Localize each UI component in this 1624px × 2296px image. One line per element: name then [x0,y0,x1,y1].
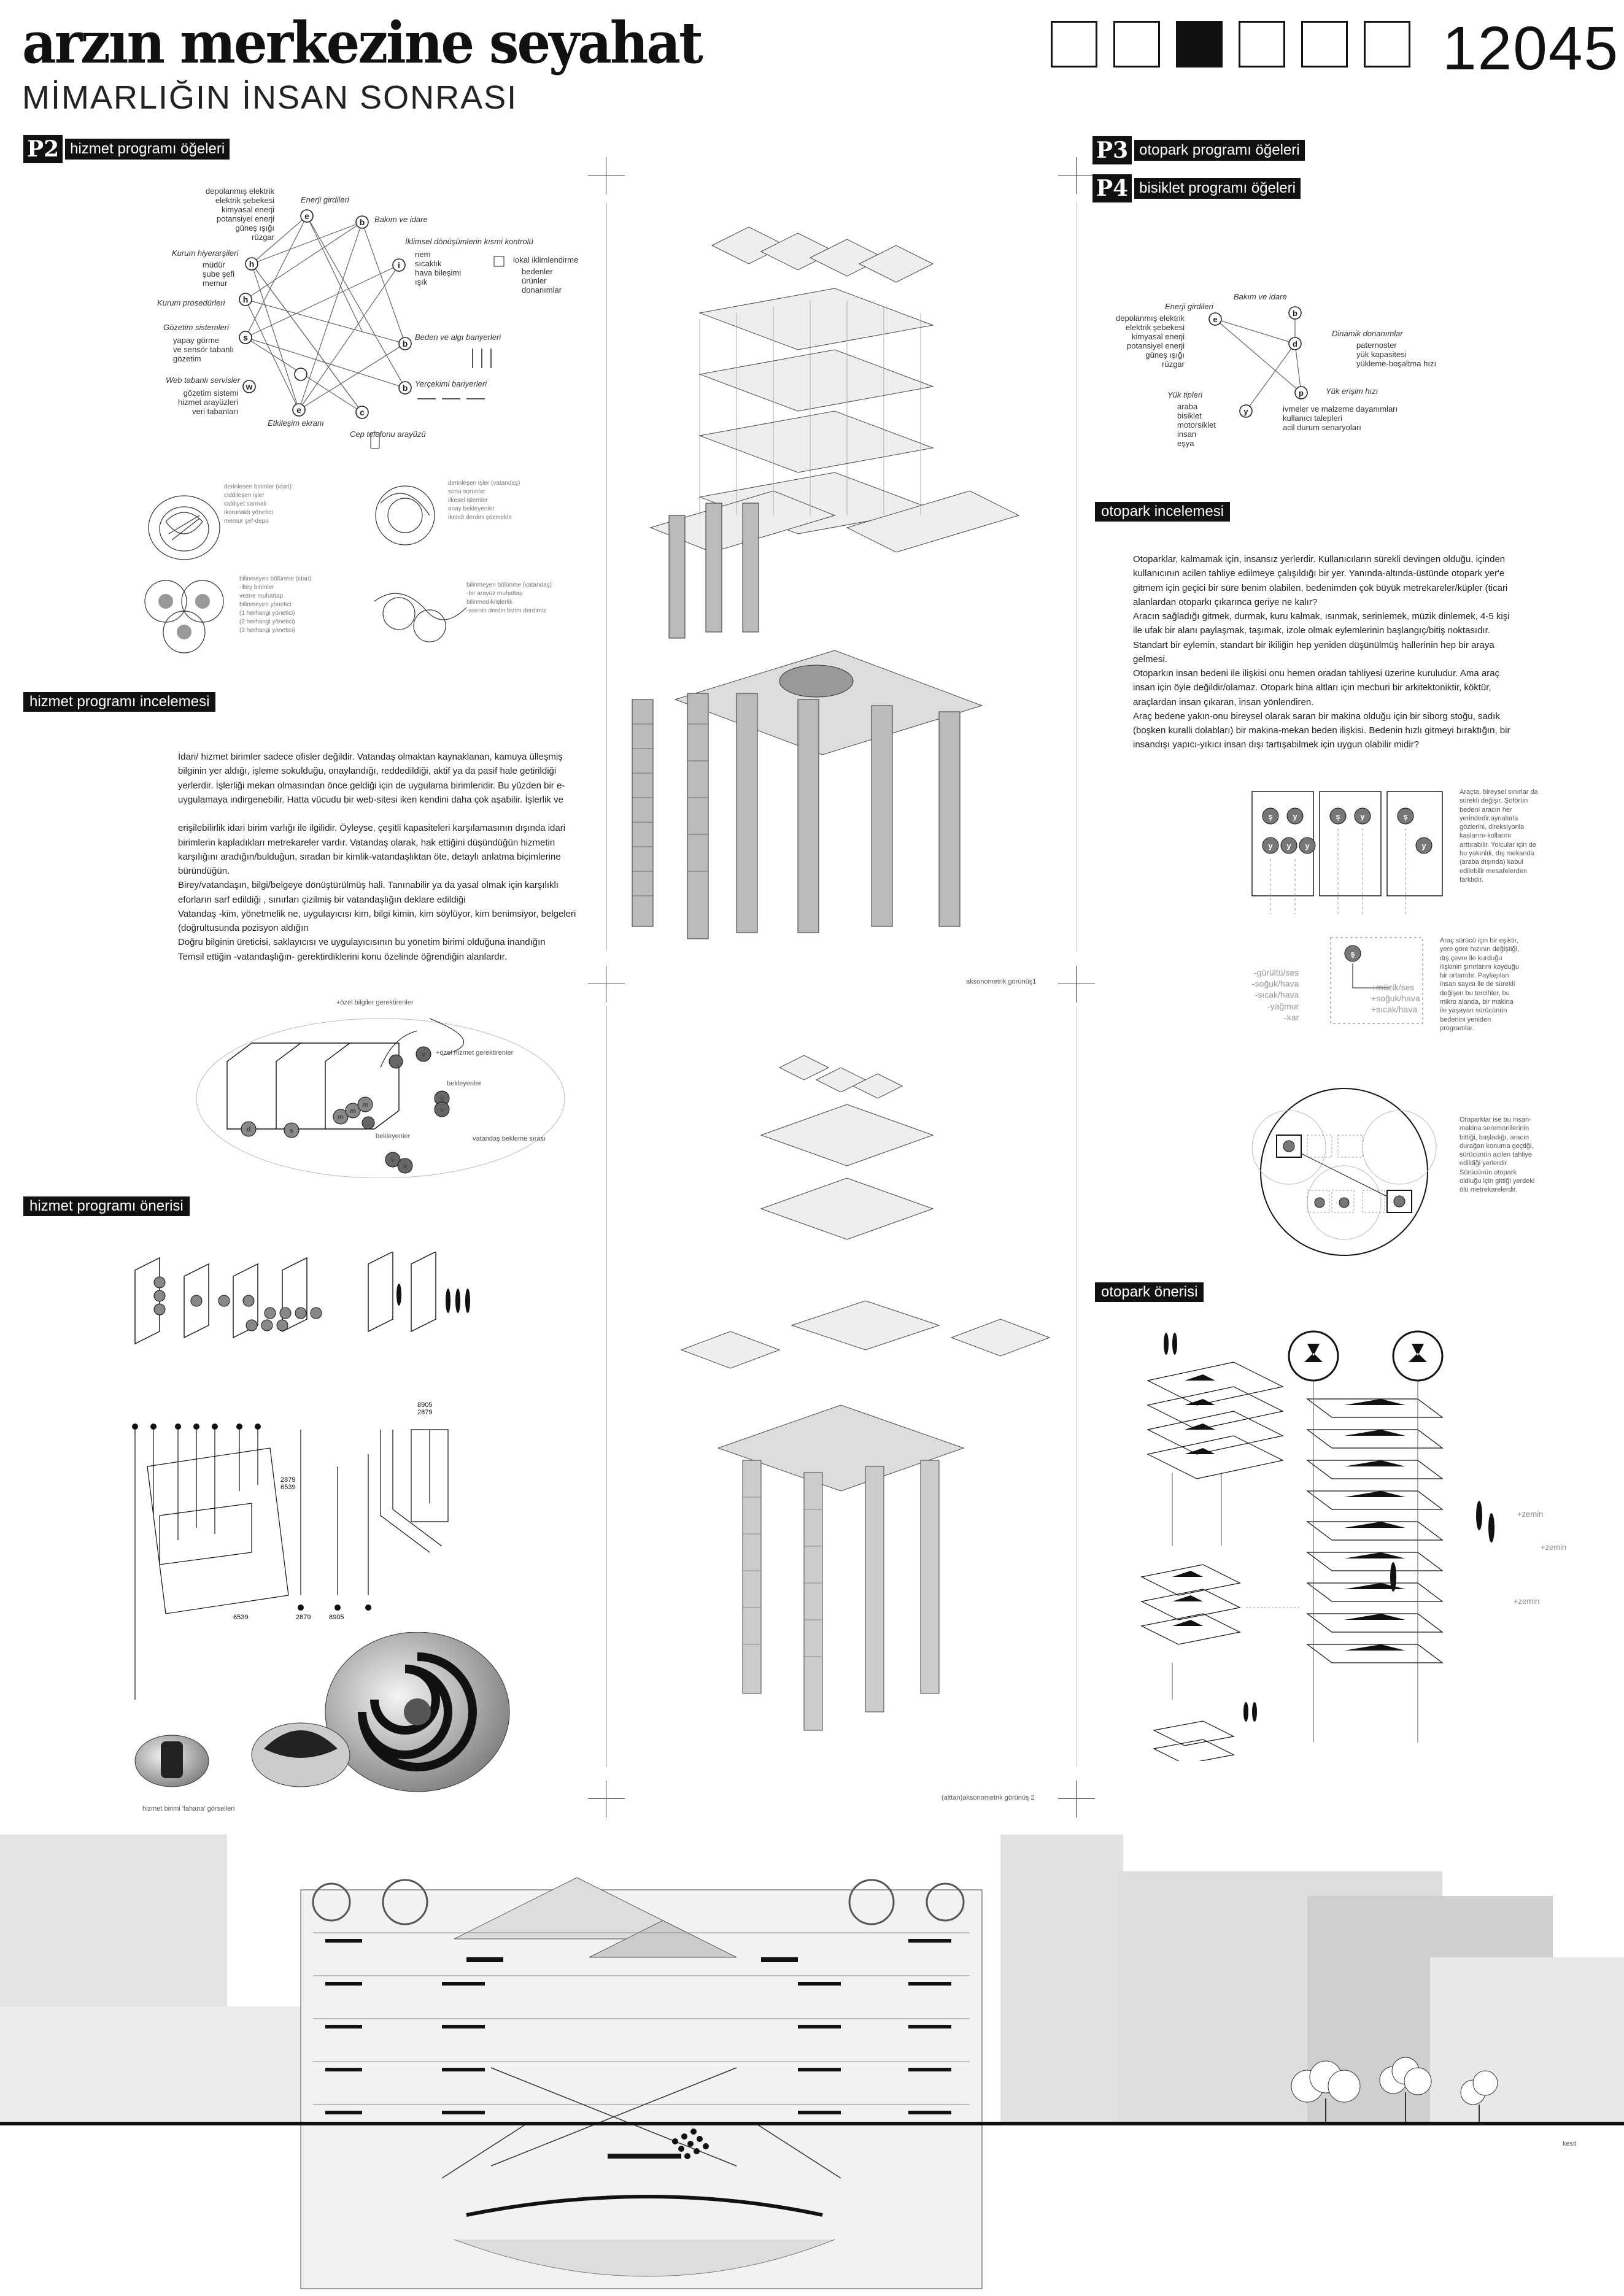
num-2879: 2879 [296,1614,311,1621]
sheet-box-current [1176,21,1223,67]
p2-web: Web tabanlı servisler [166,376,241,385]
svg-text:ciddileşen işler: ciddileşen işler [224,492,265,499]
svg-text:memur şef-depo: memur şef-depo [224,518,269,525]
svg-text:sonu sorunlar: sonu sorunlar [448,488,485,495]
p2-climate-items: nem sıcaklık hava bileşimi ışık [415,250,462,287]
otopark-note: Otoparklar ise bu insan-makina seremonilerinin bittiği, başladığı, aracın durağan konuma geçtiği, sürücünün acilen tahliye edildiği yerlerdir. Sürücünün otopark oldluğu için gittiği yerdeki ölü metrekarelerdir. [1460,1116,1535,1194]
section-caption: kesit [1563,2140,1577,2148]
p4-dynamic-items: paternoster yük kapasitesi yükleme-boşaltma hızı [1356,341,1437,368]
svg-text:ikorunaklı yönetici: ikorunaklı yönetici [224,509,273,516]
zemin-label-3: +zemin [1514,1597,1540,1606]
p2-web-items: gözetim sistemi hizmet arayüzleri veri tabanları [178,388,239,416]
p2-hierarchy-items: müdür şube şefi memur [203,260,235,288]
p4-maintenance: Bakım ve idare [1234,292,1287,301]
car-seating-diagram [1246,785,1455,920]
sheet-box [1239,21,1285,67]
p2-maintenance: Bakım ve idare [374,215,428,224]
otopark-description: Otoparklar, kalmamak için, insansız yerlerdir. Kullanıcıların sürekli devingen olduğu, içinden kullanıcının acilen tahliye edilmeye çalışıldığı bir yer. Yanında-altında-üstünde otopark yer'e gitmem için geçici bir süre benim olabilen, bedenimden çok büyük metrekareler/küpler (ticari alanlardan otoparkı çıkarınca geriye ne kalır? Aracın sağladığı gitmek, durmak, kuru kalmak, ısınmak, serinlemek, müzik dinlemek, 4-5 kişi ile ufak bir alanı paylaşmak, taşımak, izole olmak eylemlerinin başlangıç/bitiş noktasıdır. Standart bir eylemin, standart bir ikiliğin hep yeniden düşünülmüş hallerinin hep bir araya gelmesi. Otoparkın insan bedeni ile ilişkisi onu hemen oradan tahliyesi üzerine kuruludur. Ama araç insan için öyle değildir/olamaz. Otopark bina altları için mecburi bir arkitektoniktir, köktür, araçlardan insan çıkaran, insan yönlendiren. Araç bedene yakın-onu bireysel olarak saran bir makina olduğu için bir siborg stoğu, sadık (boşken kuralli dolabları) bir makina-mekan beden ilişkisi. Bedenin hızlı gitmeyi bıraktığın, bir insandışı yapıcı-yıkıcı insan dışı tartışabilmek için uygun olabilir midir? [1133,554,1510,750]
hizmet-description: İdari/ hizmet birimler sadece ofisler değildir. Vatandaş olmaktan kaynaklanan, kamuya ülleşmiş bilginin yer aldığı, işleme sokulduğu, onaylandığı, reddedildiği, aktif ya da pasif hale getirildiği yerlerdir. İşlerliği mekan olmasından önce geldiği için de uygulama birimleridir. Bu yüzden bir e-uygulamaya indirgenebilir. Hatta vücudu bir web-sitesi iken kendini daha çok aşabilir. İşlerlik ve erişilebilirlik idari birim varlığı ile ilgilidir. Öyleyse, çeşitli kapasiteleri karşılamasının dışında idari birimlerin kapladıkları metrekareler vardır. Vatandaş olarak, hak ettiğini düşündüğün hizmetin karşılığını aradığın/bulduğun, sıradan bir kimlik-vatandaşlıktan öte, detaylı anlatma biçimlerine büründüğün. Birey/vatandaşın, bilgi/belgeye dönüştürülmüş hali. Tanınabilir ya da yasal olmak için karşılıklı eforların sarf edildiği , sınırları çizilmiş bir vatandaşlığın deklare edildiği Vatandaş -kim, yönetmelik ne, uygulayıcısı kim, bilgi kimin, kim söylüyor, kim benimsiyor, belgeleri (doğrultusunda pozisyon aldığın Doğru bilginin üreticisi, saklayıcısı ve uygulayıcısının bu yönetim birimi olduğuna inandığın Temsil ettiğin -vatandaşlığın- gerektirdiklerini konu özelinde öğrendiğin alanlardır. [178,752,576,962]
p2-body-items: bedenler ürünler donanımlar [522,267,562,295]
project-subtitle: MİMARLIĞIN İNSAN SONRASI [22,79,518,116]
p2-energy-inputs: Enerji girdileri [301,195,349,204]
p4-access: Yük erişim hızı [1326,387,1378,396]
crop-mark [1058,966,1095,1003]
section-hizmet-inceleme: hizmet programı incelemesi [23,692,215,712]
svg-text:d: d [246,1126,251,1133]
svg-text:b: b [402,339,408,349]
section-hizmet-oneri: hizmet programı önerisi [23,1196,190,1216]
p4-title: bisiklet programı öğeleri [1134,178,1301,199]
axonometric-2 [620,1043,1062,1779]
num-6539: 6539 [233,1614,249,1621]
p2-hierarchy: Kurum hiyerarşileri [172,248,239,258]
p4-tag: P4 [1092,174,1132,202]
dispatch-top-label: +özel bilgiler gerektirenler [336,999,414,1006]
p2-phone: Cep telefonu arayüzü [350,430,426,439]
svg-text:s: s [243,333,248,342]
project-code: 12045 [1442,14,1620,83]
service-sketches [141,479,583,669]
svg-text:y: y [1268,841,1273,850]
svg-text:e: e [296,405,301,415]
svg-text:-iltey birimler: -iltey birimler [239,584,274,591]
fahana-caption: hizmet birimi 'fahana' görselleri [142,1805,235,1813]
svg-text:-bir arayüz muhattap: -bir arayüz muhattap [466,590,523,597]
dispatch-row-label: vatandaş bekleme sırası [473,1135,546,1142]
svg-text:y: y [1305,841,1310,850]
crop-mark [588,1781,625,1817]
p3-tag: P3 [1092,136,1132,164]
sheet-indicator [1051,21,1410,67]
svg-text:(1 herhangi yönetici): (1 herhangi yönetici) [239,610,295,617]
svg-text:s: s [289,1127,294,1135]
svg-text:v: v [403,1163,408,1170]
section-otopark-oneri: otopark önerisi [1095,1282,1204,1302]
p4-access-items: ivmeler ve malzeme dayanımları kullanıcı talepleri acil durum senaryoları [1283,404,1398,432]
dispatch-wait-label: bekleyenler [447,1080,482,1087]
p2-interaction: Etkileşim ekranı [268,418,324,428]
p2-surveillance-items: yapay görme ve sensör tabanlı gözetim [173,336,234,363]
svg-text:m: m [362,1101,368,1109]
dispatch-right-label: +özel hizmet gerektirenler [436,1049,514,1057]
env-left: -gürültü/ses -soğuk/hava -sıcak/hava -yağmur -kar [1252,968,1299,1022]
zemin-label-2: +zemin [1541,1543,1567,1552]
column-divider [606,202,607,951]
svg-text:d: d [1293,339,1297,349]
p2-climate: İklimsel dönüşümlerin kısmi kontrolü [405,237,533,246]
p2-energy-sources: depolanmış elektrik elektrik şebekesi kimyasal enerji potansiyel enerji güneş ışığı rüzgar [206,187,274,242]
svg-text:bilinmedik/işlerlik: bilinmedik/işlerlik [466,599,513,606]
svg-text:ş: ş [1336,812,1340,821]
svg-text:b: b [359,217,365,227]
section-otopark-inceleme: otopark incelemesi [1095,502,1230,522]
dispatch-wait2-label: bekleyenler [376,1133,411,1140]
svg-text:veznе muhattap: veznе muhattap [239,593,284,599]
sheet-box [1113,21,1160,67]
svg-text:ikendi derdini çözmekle: ikendi derdini çözmekle [448,514,512,521]
env-right: +müzik/ses +soğuk/hava +sıcak/hava [1371,982,1420,1015]
svg-text:i: i [398,260,400,270]
p2-gravity: Yerçekimi bariyerleri [415,379,487,388]
building-section [0,1835,1624,2296]
svg-text:v: v [421,1051,426,1058]
axonometric-1-caption: aksonometrik görünüş1 [966,978,1037,985]
svg-text:(3 herhangi yönetici): (3 herhangi yönetici) [239,627,295,634]
p3-label [1092,136,1305,164]
p4-energy-sources: depolanmış elektrik elektrik şebekesi kimyasal enerji potansiyel enerji güneş ışığı rüzgar [1116,314,1185,369]
svg-text:v: v [439,1095,444,1103]
p4-label [1092,174,1301,202]
sheet-box [1301,21,1348,67]
p2-title: hizmet programı öğeleri [65,139,230,160]
car-note: Araçta, bireysel sınırlar da sürekli değişir. Şoförün bedeni aracın her yerindedir,aynalarla gözlerini, direksiyonla kaslarını-kollarını arttırabilir. Yolcular için de bu yakınlık, dış mekanda (araba dışında) kabul edilebilir mesafelerden farklıdır. [1460,788,1538,884]
svg-text:e: e [1213,315,1218,324]
p2-tag: P2 [23,135,63,163]
svg-text:m: m [350,1108,356,1115]
num-stack-2: 8905 2879 [417,1401,433,1416]
p4-energy-inputs: Enerji girdileri [1165,302,1213,311]
dispatch-diagram [184,994,601,1178]
svg-text:y: y [1293,812,1297,821]
p4-load-items: araba bisiklet motorsiklet insan eşya [1177,402,1216,448]
svg-text:bilinmeyen bölünme (idari): bilinmeyen bölünme (idari) [239,576,312,582]
p3-title: otopark programı öğeleri [1134,140,1304,161]
otopark-circle-diagram [1246,1080,1442,1264]
num-8905: 8905 [329,1614,344,1621]
svg-text:ş: ş [1403,812,1408,821]
svg-text:bilinmeyen yönetici: bilinmeyen yönetici [239,601,292,608]
sheet-box [1051,21,1097,67]
sheet-box [1364,21,1410,67]
svg-text:p: p [1299,388,1304,398]
p2-local-climate: lokal iklimlendirme [513,255,579,264]
otopark-proposal [1123,1319,1553,1761]
svg-text:-asenin derdin bizim derdimiz: -asenin derdin bizim derdimiz [466,607,547,614]
p2-procedures: Kurum prosedürleri [157,298,225,307]
svg-text:y: y [1421,841,1426,850]
svg-text:v: v [439,1106,444,1114]
axonometric-1 [614,221,1068,957]
axonometric-2-caption: (alttan)aksonometrik görünüş 2 [942,1794,1035,1801]
crop-mark [1058,157,1095,194]
svg-text:onay bekleyenler: onay bekleyenler [448,506,495,512]
svg-text:derinlesen birimler (idari): derinlesen birimler (idari) [224,483,292,490]
p2-barriers: Beden ve algı bariyerleri [415,333,501,342]
svg-text:ciddiyet sarmalı: ciddiyet sarmalı [224,501,267,507]
driver-note: Araç sürücü için bir eşiktir, yere göre hızının değiştiği, dış çevre ile kurduğu ilişkinin şınırlarını koyduğu bir ortamdır. Paylaşılan insan sayısı ile de sürekli değişen bu tercihler, bu mikro alanda, bir makina ile yaşayan sürücünün bedenini yeniden programlar. [1440,937,1520,1032]
svg-text:y: y [1360,812,1365,821]
svg-text:b: b [1293,309,1297,318]
crop-mark [1058,1781,1095,1817]
crop-mark [588,157,625,194]
project-title: arzın merkezine seyahat [22,9,702,77]
svg-text:derinleşen işler (vatandaş): derinleşen işler (vatandaş) [448,480,520,487]
svg-text:w: w [246,382,253,391]
svg-text:y: y [1243,407,1248,416]
svg-text:e: e [304,211,309,221]
svg-text:b: b [402,383,408,393]
svg-text:(2 herhangi yönetici): (2 herhangi yönetici) [239,618,295,625]
svg-text:h: h [242,295,249,304]
fahana-renders [129,1632,583,1810]
svg-text:v: v [390,1157,395,1164]
svg-text:m: m [338,1114,344,1121]
svg-text:ş: ş [1268,812,1273,821]
svg-text:ilkesel işlemler: ilkesel işlemler [448,497,489,504]
svg-text:y: y [1286,841,1291,850]
svg-text:ş: ş [1350,949,1355,958]
p4-load-types: Yük tipleri [1167,390,1203,399]
svg-text:h: h [249,259,255,269]
p4-dynamic: Dinamik donanımlar [1332,329,1403,338]
svg-text:bilinmeyen bölünme (vatandaş): bilinmeyen bölünme (vatandaş) [466,582,552,588]
p2-surveillance: Gözetim sistemleri [163,323,229,332]
proposal-panels [129,1252,583,1356]
p2-label [23,135,230,163]
svg-text:c: c [360,407,365,417]
zemin-label-1: +zemin [1517,1509,1544,1519]
num-stack-1: 2879 6539 [280,1476,296,1491]
column-divider [606,1006,607,1767]
